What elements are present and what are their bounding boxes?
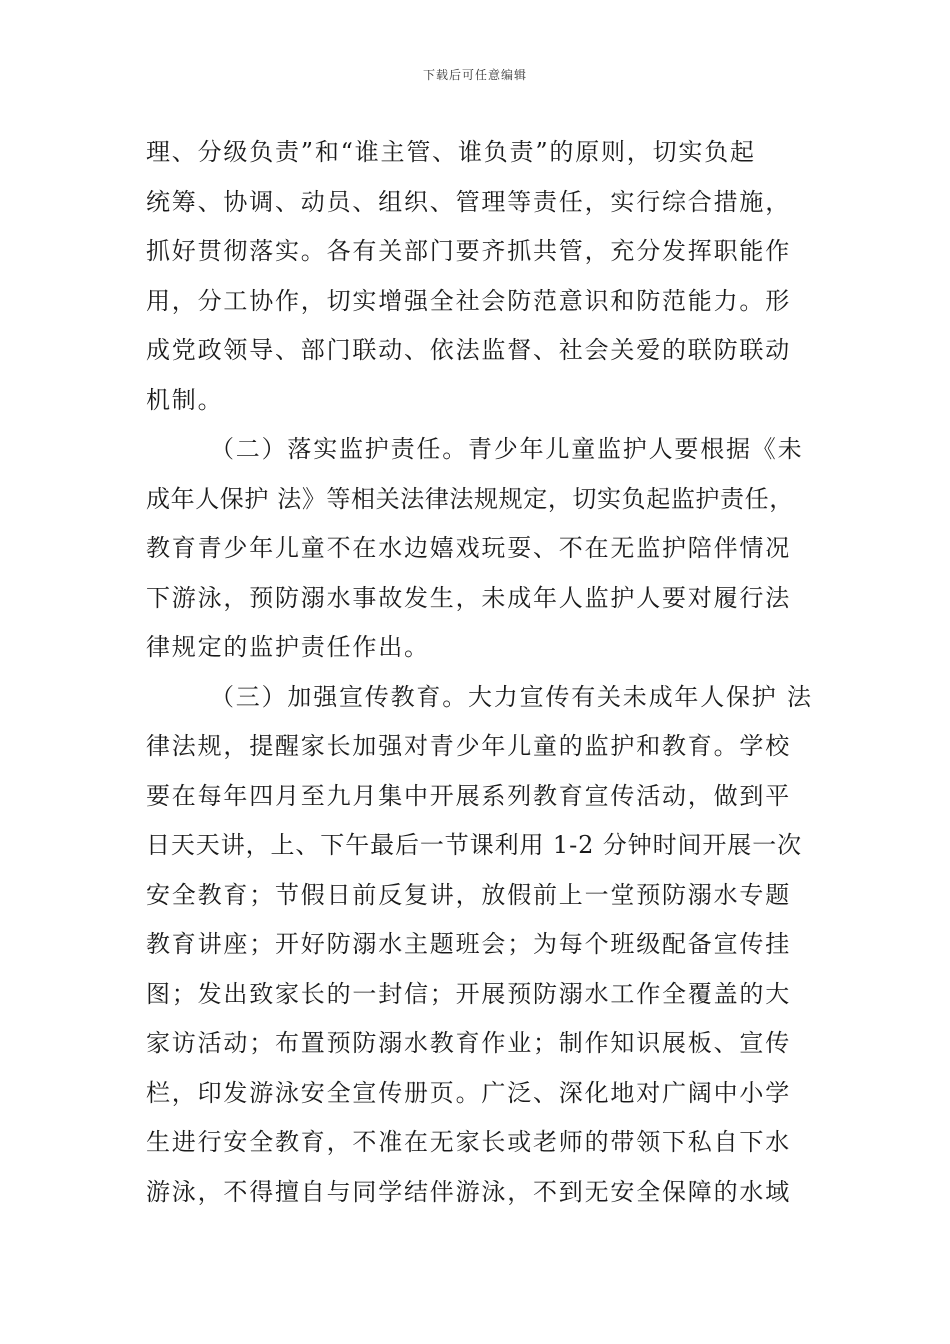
text-line: 抓好贯彻落实。各有关部门要齐抓共管，充分发挥职能作 xyxy=(146,237,791,265)
text-line: 成党政领导、部门联动、依法监督、社会关爱的联防联动 xyxy=(146,336,791,364)
text-line: 理、分级负责”和“谁主管、谁负责”的原则，切实负起 xyxy=(146,138,756,166)
text-line: 机制。 xyxy=(146,385,224,414)
text-line: 栏，印发游泳安全宣传册页。广泛、深化地对广阔中小学 xyxy=(146,1078,791,1107)
text-line: 律法规，提醒家长加强对青少年儿童的监护和教育。学校 xyxy=(146,732,791,760)
text-line: 生进行安全教育，不准在无家长或老师的带领下私自下水 xyxy=(146,1128,791,1156)
text-line: 日天天讲，上、下午最后一节课利用 1-2 分钟时间开展一次 xyxy=(146,831,803,859)
text-line: 教育讲座；开好防溺水主题班会；为每个班级配备宣传挂 xyxy=(146,930,791,958)
text-line: 律规定的监护责任作出。 xyxy=(146,633,430,661)
text-line: 家访活动；布置预防溺水教育作业；制作知识展板、宣传 xyxy=(146,1029,791,1057)
section-heading-line: （二）落实监护责任。青少年儿童监护人要根据《未 xyxy=(210,435,804,463)
text-line: 统筹、协调、动员、组织、管理等责任，实行综合措施， xyxy=(146,187,791,216)
text-line: 要在每年四月至九月集中开展系列教育宣传活动，做到平 xyxy=(146,781,791,810)
section-heading-line: （三）加强宣传教育。大力宣传有关未成年人保护 法 xyxy=(210,682,813,711)
page-header: 下载后可任意编辑 xyxy=(422,68,527,82)
text-line: 用，分工协作，切实增强全社会防范意识和防范能力。形 xyxy=(146,286,791,315)
text-line: 成年人保护 法》等相关法律法规规定，切实负起监护责任， xyxy=(146,484,794,513)
document-body xyxy=(146,128,836,1217)
text-line: 图；发出致家长的一封信；开展预防溺水工作全覆盖的大 xyxy=(146,979,791,1008)
text-line: 安全教育；节假日前反复讲，放假前上一堂预防溺水专题 xyxy=(146,880,791,909)
text-line: 教育青少年儿童不在水边嬉戏玩耍、不在无监护陪伴情况 xyxy=(146,534,791,562)
text-line: 下游泳，预防溺水事故发生，未成年人监护人要对履行法 xyxy=(146,583,791,612)
text-line: 游泳，不得擅自与同学结伴游泳，不到无安全保障的水域 xyxy=(146,1177,791,1206)
